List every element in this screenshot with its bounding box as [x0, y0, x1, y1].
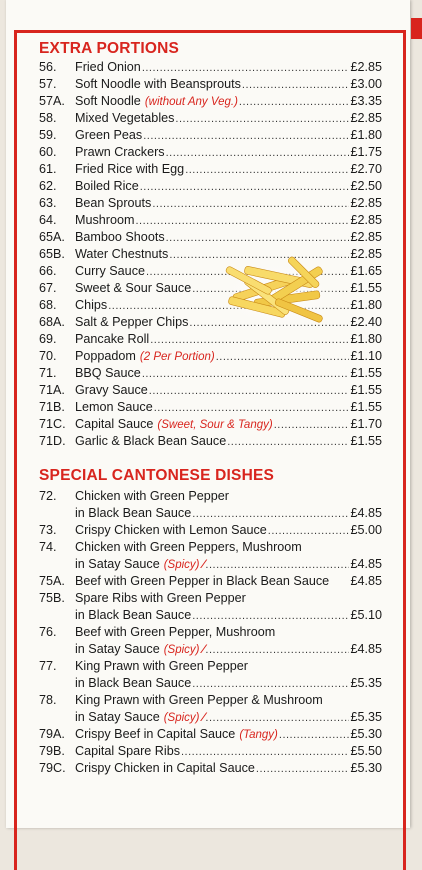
leader-dots — [175, 111, 349, 128]
menu-item — [39, 195, 382, 212]
item-name: Salt & Pepper Chips — [75, 315, 189, 329]
item-number: 65B. — [39, 247, 65, 261]
item-price: £2.40 — [350, 315, 382, 329]
item-name: Chicken with Green Peppers, Mushroom — [75, 540, 302, 554]
leader-dots — [274, 417, 350, 434]
item-number: 75A. — [39, 574, 65, 588]
item-number: 68. — [39, 298, 57, 312]
item-name: Curry Sauce — [75, 264, 145, 278]
item-price: £4.85 — [350, 557, 382, 571]
leader-dots — [216, 349, 350, 366]
item-number: 62. — [39, 179, 57, 193]
leader-dots — [142, 366, 350, 383]
menu-item — [39, 348, 382, 365]
item-number: 71D. — [39, 434, 66, 448]
item-number: 60. — [39, 145, 57, 159]
menu-item — [39, 229, 382, 246]
chili-icon: ⁄ — [202, 559, 205, 571]
leader-dots — [149, 383, 350, 400]
item-note: (Tangy) — [239, 729, 278, 741]
menu-item — [39, 144, 382, 161]
item-number: 72. — [39, 489, 57, 503]
item-number: 57A. — [39, 94, 65, 108]
item-name: Mushroom — [75, 213, 135, 227]
item-number: 75B. — [39, 591, 65, 605]
item-name: Water Chestnuts — [75, 247, 169, 261]
menu-item — [39, 726, 382, 743]
section-title: EXTRA PORTIONS — [39, 40, 180, 57]
item-number: 71A. — [39, 383, 65, 397]
item-number: 61. — [39, 162, 57, 176]
item-name: Gravy Sauce — [75, 383, 148, 397]
menu-item-line2 — [39, 709, 382, 726]
item-number: 63. — [39, 196, 57, 210]
item-number: 77. — [39, 659, 57, 673]
menu-item — [39, 76, 382, 93]
menu-item-line2 — [39, 556, 382, 573]
item-name: Soft Noodle with Beansprouts — [75, 77, 241, 91]
item-name: Spare Ribs with Green Pepper — [75, 591, 246, 605]
menu-item — [39, 178, 382, 195]
leader-dots — [268, 523, 350, 540]
item-price: £1.80 — [350, 128, 382, 142]
item-name: Chips — [75, 298, 108, 312]
chips-photo — [214, 255, 342, 333]
menu-item — [39, 590, 382, 607]
leader-dots — [154, 400, 350, 417]
item-price: £3.00 — [350, 77, 382, 91]
item-price: £1.65 — [350, 264, 382, 278]
item-price: £5.10 — [350, 608, 382, 622]
item-number: 79B. — [39, 744, 65, 758]
item-price: £1.55 — [350, 281, 382, 295]
page-edge-tab — [411, 18, 422, 39]
item-price: £5.35 — [350, 710, 382, 724]
item-name: Mixed Vegetables — [75, 111, 175, 125]
menu-item — [39, 110, 382, 127]
item-price: £5.50 — [350, 744, 382, 758]
menu-item — [39, 382, 382, 399]
leader-dots — [181, 744, 349, 761]
item-name: Fried Rice with Egg — [75, 162, 185, 176]
item-price: £5.30 — [350, 727, 382, 741]
leader-dots — [140, 179, 350, 196]
item-note: (2 Per Portion) — [139, 351, 215, 363]
item-number: 71. — [39, 366, 57, 380]
item-number: 76. — [39, 625, 57, 639]
item-number: 73. — [39, 523, 57, 537]
leader-dots — [202, 642, 349, 659]
item-note: (without Any Veg.) — [144, 96, 238, 108]
menu-item — [39, 522, 382, 539]
item-price: £1.80 — [350, 298, 382, 312]
menu-item — [39, 692, 382, 709]
item-name: Garlic & Black Bean Sauce — [75, 434, 227, 448]
item-name-line2: in Satay Sauce — [75, 642, 160, 656]
item-price: £4.85 — [350, 642, 382, 656]
item-number: 79A. — [39, 727, 65, 741]
leader-dots — [192, 608, 349, 625]
chili-icon: ⁄ — [202, 644, 205, 656]
item-name: Crispy Chicken with Lemon Sauce — [75, 523, 267, 537]
item-price: £5.30 — [350, 761, 382, 775]
item-price: £4.85 — [350, 574, 382, 588]
menu-item — [39, 433, 382, 450]
menu-item — [39, 624, 382, 641]
item-name: Capital Spare Ribs — [75, 744, 180, 758]
menu-item — [39, 488, 382, 505]
menu-item — [39, 416, 382, 433]
item-price: £2.85 — [350, 111, 382, 125]
item-name-line2: in Black Bean Sauce — [75, 506, 192, 520]
item-price: £1.10 — [350, 349, 382, 363]
item-price: £3.35 — [350, 94, 382, 108]
item-price: £1.55 — [350, 366, 382, 380]
leader-dots — [227, 434, 349, 451]
item-name: Bean Sprouts — [75, 196, 152, 210]
item-number: 71C. — [39, 417, 66, 431]
menu-item — [39, 212, 382, 229]
menu-item — [39, 573, 382, 590]
item-price: £1.70 — [350, 417, 382, 431]
item-note: (Sweet, Sour & Tangy) — [157, 419, 273, 431]
item-note: (Spicy) — [163, 559, 200, 571]
menu-item — [39, 658, 382, 675]
menu-item — [39, 331, 382, 348]
menu-item — [39, 161, 382, 178]
item-number: 70. — [39, 349, 57, 363]
item-name-line2: in Black Bean Sauce — [75, 608, 192, 622]
item-name: Sweet & Sour Sauce — [75, 281, 192, 295]
item-price: £2.85 — [350, 196, 382, 210]
leader-dots — [150, 332, 349, 349]
item-name: Prawn Crackers — [75, 145, 165, 159]
item-name: Crispy Beef in Capital Sauce — [75, 727, 236, 741]
menu-item-line2 — [39, 607, 382, 624]
item-name: Boiled Rice — [75, 179, 139, 193]
item-name-line2: in Satay Sauce — [75, 557, 160, 571]
chili-icon: ⁄ — [202, 712, 205, 724]
leader-dots — [166, 145, 350, 162]
menu-item-line2 — [39, 675, 382, 692]
menu-item — [39, 365, 382, 382]
leader-dots — [192, 676, 349, 693]
item-number: 57. — [39, 77, 57, 91]
item-price: £1.55 — [350, 383, 382, 397]
item-number: 79C. — [39, 761, 66, 775]
item-name-line2: in Black Bean Sauce — [75, 676, 192, 690]
item-name: Soft Noodle — [75, 94, 141, 108]
item-price: £1.80 — [350, 332, 382, 346]
menu-item — [39, 93, 382, 110]
item-number: 66. — [39, 264, 57, 278]
leader-dots — [152, 196, 349, 213]
menu-item — [39, 59, 382, 76]
leader-dots — [202, 710, 349, 727]
item-price: £5.35 — [350, 676, 382, 690]
item-note: (Spicy) — [163, 644, 200, 656]
item-price: £2.85 — [350, 247, 382, 261]
item-number: 67. — [39, 281, 57, 295]
item-name: Beef with Green Pepper, Mushroom — [75, 625, 276, 639]
item-name: King Prawn with Green Pepper & Mushroom — [75, 693, 323, 707]
item-price: £5.00 — [350, 523, 382, 537]
item-number: 59. — [39, 128, 57, 142]
item-name: Green Peas — [75, 128, 143, 142]
leader-dots — [166, 230, 350, 247]
leader-dots — [185, 162, 349, 179]
item-number: 65A. — [39, 230, 65, 244]
leader-dots — [279, 727, 350, 744]
leader-dots — [256, 761, 350, 778]
item-name: Capital Sauce — [75, 417, 154, 431]
menu-item — [39, 760, 382, 777]
item-number: 56. — [39, 60, 57, 74]
item-number: 64. — [39, 213, 57, 227]
item-name: Chicken with Green Pepper — [75, 489, 230, 503]
item-price: £1.55 — [350, 400, 382, 414]
menu-item — [39, 743, 382, 760]
menu-item — [39, 399, 382, 416]
item-number: 68A. — [39, 315, 65, 329]
item-price: £1.75 — [350, 145, 382, 159]
leader-dots — [242, 77, 350, 94]
item-name: Beef with Green Pepper in Black Bean Sauce — [75, 574, 330, 588]
leader-dots — [202, 557, 349, 574]
item-name: Pancake Roll — [75, 332, 150, 346]
item-note: (Spicy) — [163, 712, 200, 724]
item-price: £2.70 — [350, 162, 382, 176]
menu-item-line2 — [39, 505, 382, 522]
item-number: 69. — [39, 332, 57, 346]
leader-dots — [143, 128, 349, 145]
leader-dots — [239, 94, 350, 111]
leader-dots — [142, 60, 350, 77]
leader-dots — [192, 506, 349, 523]
item-price: £2.85 — [350, 230, 382, 244]
item-name: Crispy Chicken in Capital Sauce — [75, 761, 255, 775]
item-price: £2.50 — [350, 179, 382, 193]
menu-item — [39, 539, 382, 556]
item-name: Lemon Sauce — [75, 400, 153, 414]
item-number: 78. — [39, 693, 57, 707]
item-name: Fried Onion — [75, 60, 141, 74]
item-price: £2.85 — [350, 213, 382, 227]
item-price: £2.85 — [350, 60, 382, 74]
item-name-line2: in Satay Sauce — [75, 710, 160, 724]
item-price: £1.55 — [350, 434, 382, 448]
item-number: 71B. — [39, 400, 65, 414]
section-title: SPECIAL CANTONESE DISHES — [39, 467, 275, 484]
item-number: 74. — [39, 540, 57, 554]
leader-dots — [136, 213, 350, 230]
item-number: 58. — [39, 111, 57, 125]
item-name: Poppadom — [75, 349, 136, 363]
item-name: Bamboo Shoots — [75, 230, 165, 244]
menu-item-line2 — [39, 641, 382, 658]
item-name: BBQ Sauce — [75, 366, 141, 380]
menu-item — [39, 127, 382, 144]
item-name: King Prawn with Green Pepper — [75, 659, 248, 673]
item-price: £4.85 — [350, 506, 382, 520]
